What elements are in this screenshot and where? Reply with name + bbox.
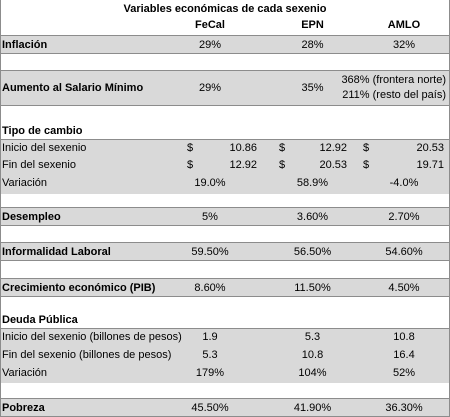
- currency-symbol: $: [279, 159, 286, 171]
- row-inflacion: [0, 35, 450, 54]
- row-deuda-inicio: [0, 328, 450, 346]
- row-tc-fin: [0, 156, 450, 174]
- cell-epn: 3.60%: [296, 210, 329, 223]
- cell-amlo: 52%: [392, 367, 416, 379]
- cell-epn: 104%: [298, 367, 327, 379]
- row-label: Inicio del sexenio (billones de pesos): [2, 331, 182, 343]
- section-label: Tipo de cambio: [2, 125, 83, 137]
- row-tc-variacion: [0, 174, 450, 192]
- cell-amlo: 20.53: [416, 141, 444, 154]
- row-tc-inicio: [0, 139, 450, 156]
- cell-fecal: 19.0%: [194, 177, 226, 189]
- cell-fecal: 45.50%: [191, 401, 229, 414]
- row-label: Crecimiento económico (PIB): [2, 281, 156, 294]
- row-informalidad: [0, 242, 450, 261]
- cell-epn: 35%: [301, 82, 324, 94]
- cell-amlo: 10.8: [393, 331, 415, 343]
- currency-symbol: $: [187, 159, 194, 171]
- row-deuda-header: [0, 311, 450, 329]
- row-tipo-cambio-header: [0, 122, 450, 140]
- currency-symbol: $: [363, 159, 370, 171]
- row-label: Aumento al Salario Mínimo: [2, 82, 144, 94]
- row-salario: [0, 70, 450, 106]
- row-deuda-variacion: [0, 364, 450, 382]
- cell-fecal: 8.60%: [194, 281, 226, 294]
- cell-amlo: -4.0%: [389, 177, 419, 189]
- row-pobreza: [0, 398, 450, 417]
- cell-epn: 12.92: [319, 141, 347, 154]
- table-border-left: [0, 0, 1, 417]
- cell-amlo: 2.70%: [388, 210, 420, 223]
- cell-epn: 5.3: [304, 331, 321, 343]
- cell-epn: 28%: [301, 38, 324, 51]
- cell-epn: 11.50%: [294, 281, 331, 294]
- cell-fecal: 1.9: [202, 331, 218, 343]
- cell-amlo-line2: 211% (resto del país): [342, 89, 446, 101]
- row-label: Informalidad Laboral: [2, 245, 111, 258]
- cell-amlo-line1: 368% (frontera norte): [341, 74, 446, 86]
- row-label: Variación: [2, 367, 48, 379]
- cell-amlo: 32%: [392, 38, 416, 51]
- row-label: Inicio del sexenio: [2, 141, 87, 154]
- row-label: Inflación: [2, 38, 48, 51]
- currency-symbol: $: [363, 141, 370, 154]
- header-epn: EPN: [301, 19, 324, 31]
- section-label: Deuda Pública: [2, 314, 78, 326]
- cell-fecal: 29%: [198, 82, 222, 94]
- cell-fecal: 5.3: [202, 349, 218, 361]
- row-label: Variación: [2, 177, 48, 189]
- row-label: Fin del sexenio: [2, 159, 76, 171]
- cell-amlo: 54.60%: [385, 245, 423, 258]
- cell-amlo: 4.50%: [388, 281, 420, 294]
- row-label: Pobreza: [2, 401, 45, 414]
- row-deuda-fin: [0, 346, 450, 364]
- row-label: Fin del sexenio (billones de pesos): [2, 349, 172, 361]
- cell-amlo: 16.4: [393, 349, 415, 361]
- row-desempleo: [0, 207, 450, 226]
- header-fecal: FeCal: [195, 19, 225, 31]
- cell-fecal: 12.92: [229, 159, 257, 171]
- row-pib: [0, 278, 450, 297]
- row-label: Desempleo: [2, 210, 61, 223]
- cell-amlo: [335, 71, 446, 105]
- sheet-title: Variables económicas de cada sexenio: [123, 3, 327, 15]
- currency-symbol: $: [279, 141, 286, 154]
- cell-epn: 41.90%: [293, 401, 332, 414]
- cell-fecal: 59.50%: [191, 245, 229, 258]
- currency-symbol: $: [187, 141, 194, 154]
- cell-epn: 10.8: [301, 349, 324, 361]
- cell-fecal: 10.86: [229, 141, 257, 154]
- header-amlo: AMLO: [387, 19, 421, 31]
- cell-fecal: 29%: [198, 38, 222, 51]
- cell-epn: 58.9%: [296, 177, 329, 189]
- cell-epn: 20.53: [319, 159, 347, 171]
- cell-epn: 56.50%: [293, 245, 332, 258]
- cell-fecal: 179%: [195, 367, 225, 379]
- cell-fecal: 5%: [202, 210, 218, 223]
- cell-amlo: 36.30%: [385, 401, 423, 414]
- cell-amlo: 19.71: [416, 159, 444, 171]
